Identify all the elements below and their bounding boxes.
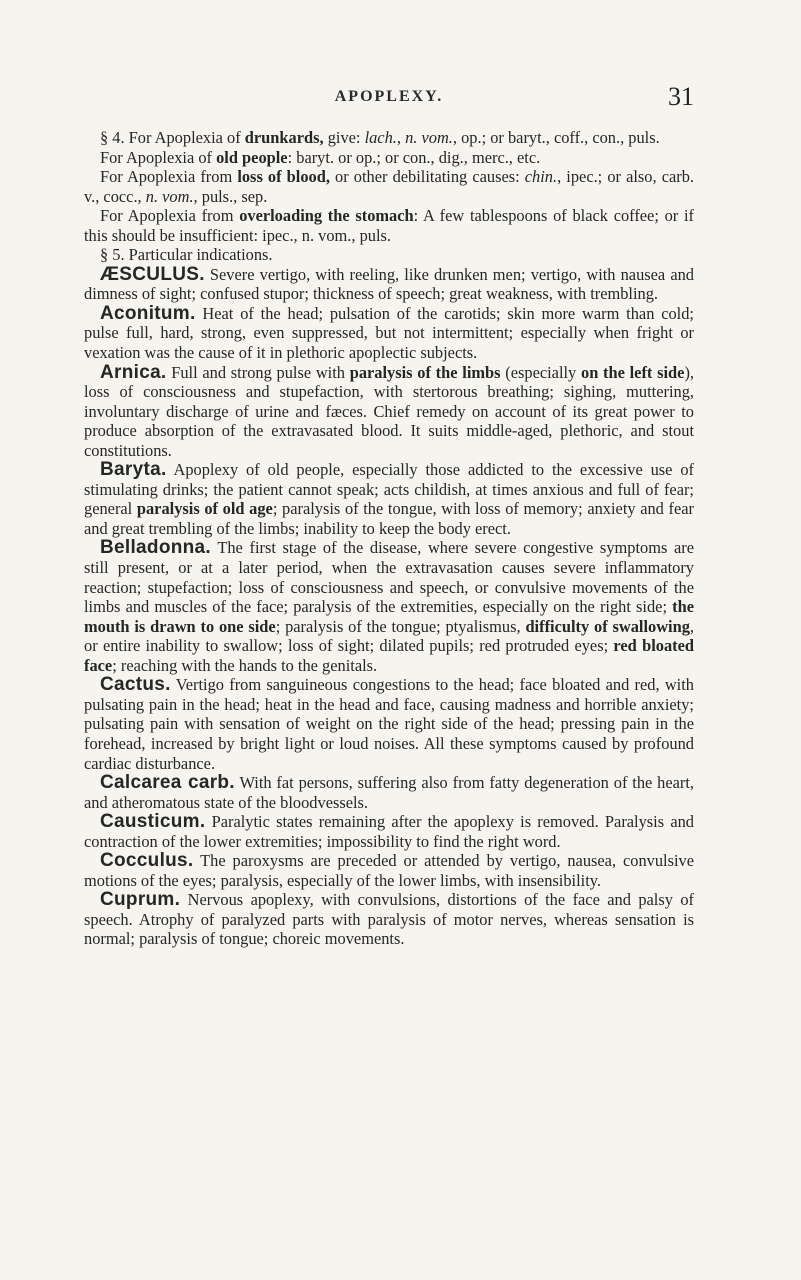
paragraph — [84, 773, 694, 812]
text-run: , op.; or baryt., coff., con., puls. — [452, 128, 660, 147]
text-run: § 5. Particular indications. — [100, 245, 273, 265]
paragraph — [84, 538, 694, 675]
text-run: Full and strong pulse with — [166, 362, 350, 382]
remedy-heading: Cuprum. — [100, 889, 181, 911]
text-run: , or entire inability to swallow; loss of sight; dilated pupils; red protruded eyes; — [84, 616, 695, 656]
text-run: ; paralysis of the tongue; ptyalismus, — [275, 616, 526, 636]
remedy-heading: Cocculus. — [100, 850, 194, 872]
bold-text: red bloated face — [84, 636, 694, 675]
text-run: (especially — [500, 362, 581, 382]
text-run: give: — [323, 128, 365, 147]
paragraph — [84, 363, 694, 461]
remedy-heading: Belladonna. — [100, 537, 211, 559]
text-run: : A few tablespoons of black coffee; or if this should be insufficient: ipec., n. vom., puls. — [84, 206, 695, 245]
paragraph — [84, 460, 694, 538]
paragraph — [84, 148, 694, 168]
remedy-heading: Baryta. — [100, 459, 167, 481]
text-run: Apoplexy of old people, especially those addicted to the excessive use of stimulating drinks; the patient cannot speak; acts childish, at times anxious and full of fear; general — [84, 460, 694, 519]
bold-text: the mouth is drawn to one side — [84, 597, 694, 636]
page-number: 31 — [668, 82, 694, 111]
remedy-heading: Causticum. — [100, 811, 206, 833]
remedy-heading: Arnica. — [100, 361, 167, 383]
text-run: With fat persons, suffering also from fatty degeneration of the heart, and atheromatous state of the bloodvessels. — [84, 773, 694, 812]
italic-text: n. vom. — [405, 128, 453, 147]
bold-text: on the left side — [581, 362, 685, 382]
text-run: The first stage of the disease, where severe congestive symptoms are still present, or at a later period, when the extravasation causes severe inflammatory reaction; stupefaction; loss of consciousness and speech, or convulsive movements of the limbs and muscles of the face; paralysis of the extremities, especially on the right side; — [84, 538, 694, 617]
bold-text: paralysis of the limbs — [349, 362, 501, 382]
text-run: , puls., sep. — [193, 186, 268, 206]
italic-text: chin. — [524, 167, 558, 187]
text-run: Severe vertigo, with reeling, like drunken men; vertigo, with nausea and dimness of sight; confused stupor; thickness of speech; great weakness, with trembling. — [84, 264, 694, 304]
paragraph — [84, 128, 694, 148]
running-head: APOPLEXY. — [334, 88, 444, 105]
text-run: ; paralysis of the tongue, with loss of memory; anxiety and fear and great trembling of the limbs; inability to keep the body erect. — [84, 499, 694, 538]
italic-text: lach. — [364, 128, 397, 147]
paragraph — [84, 265, 694, 304]
text-run: Heat of the head; pulsation of the carotids; skin more warm than cold; pulse full, hard, strong, even suppressed, but not intermittent; especially when fright or vexation was the cause of it in plethoric apoplectic subjects. — [84, 303, 694, 363]
text-run: Nervous apoplexy, with convulsions, distortions of the face and palsy of speech. Atrophy of paralyzed parts with paralysis of motor nerves, whereas sensation is normal; paralysis of tongue; choreic movements. — [84, 890, 694, 949]
text-run: For Apoplexia from — [100, 206, 240, 226]
text-run: Vertigo from sanguineous congestions to the head; face bloated and red, with pulsating pain in the head; heat in the head and face, causing madness and horrible anxiety; pulsating pain with sensation of weight on the right side of the head; pressing pain in the forehead, increased by bright light or loud noises. All these symptoms caused by profound cardiac disturbance. — [84, 675, 694, 773]
text-run: § 4. For Apoplexia of — [100, 128, 245, 147]
paragraph — [84, 890, 694, 949]
text-run: ), loss of consciousness and stupefaction, with stertorous breathing; sighing, muttering, involuntary discharge of urine and fæces. Chief remedy on account of its great power to produce absorption of the extravasated blood. It suits middle-aged, plethoric, and stout constitutions. — [84, 362, 694, 460]
text-run: : baryt. or op.; or con., dig., merc., etc. — [287, 147, 541, 167]
text-run: , — [396, 128, 406, 147]
bold-text: overloading the stomach — [239, 206, 414, 226]
paragraph — [84, 245, 694, 265]
remedy-heading: Calcarea carb. — [100, 772, 235, 794]
paragraph — [84, 812, 694, 851]
body-text — [84, 128, 694, 949]
text-run: , ipec.; or also, carb. v., cocc., — [84, 167, 694, 206]
text-run: Paralytic states remaining after the apoplexy is removed. Paralysis and contraction of the lower extremities; impossibility to find the right word. — [84, 812, 694, 851]
page-header — [84, 84, 694, 116]
remedy-heading: ÆSCULUS. — [100, 263, 205, 285]
paragraph — [84, 206, 694, 245]
bold-text: old people — [216, 147, 288, 167]
paragraph — [84, 167, 694, 206]
bold-text: drunkards, — [244, 128, 324, 147]
paragraph — [84, 851, 694, 890]
text-run: ; reaching with the hands to the genitals. — [112, 655, 378, 675]
bold-text: paralysis of old age — [136, 499, 273, 519]
paragraph — [84, 304, 694, 363]
text-run: For Apoplexia from — [100, 167, 238, 187]
text-run: The paroxysms are preceded or attended by vertigo, nausea, convulsive motions of the eyes; paralysis, especially of the lower limbs, with insensibility. — [84, 851, 694, 890]
bold-text: loss of blood, — [237, 167, 330, 187]
text-run: For Apoplexia of — [100, 147, 217, 167]
text-run: or other debilitating causes: — [329, 167, 525, 187]
italic-text: n. vom. — [145, 186, 194, 206]
remedy-heading: Cactus. — [100, 674, 171, 696]
bold-text: difficulty of swallowing — [525, 616, 690, 636]
paragraph — [84, 675, 694, 773]
remedy-heading: Aconitum. — [100, 302, 196, 324]
